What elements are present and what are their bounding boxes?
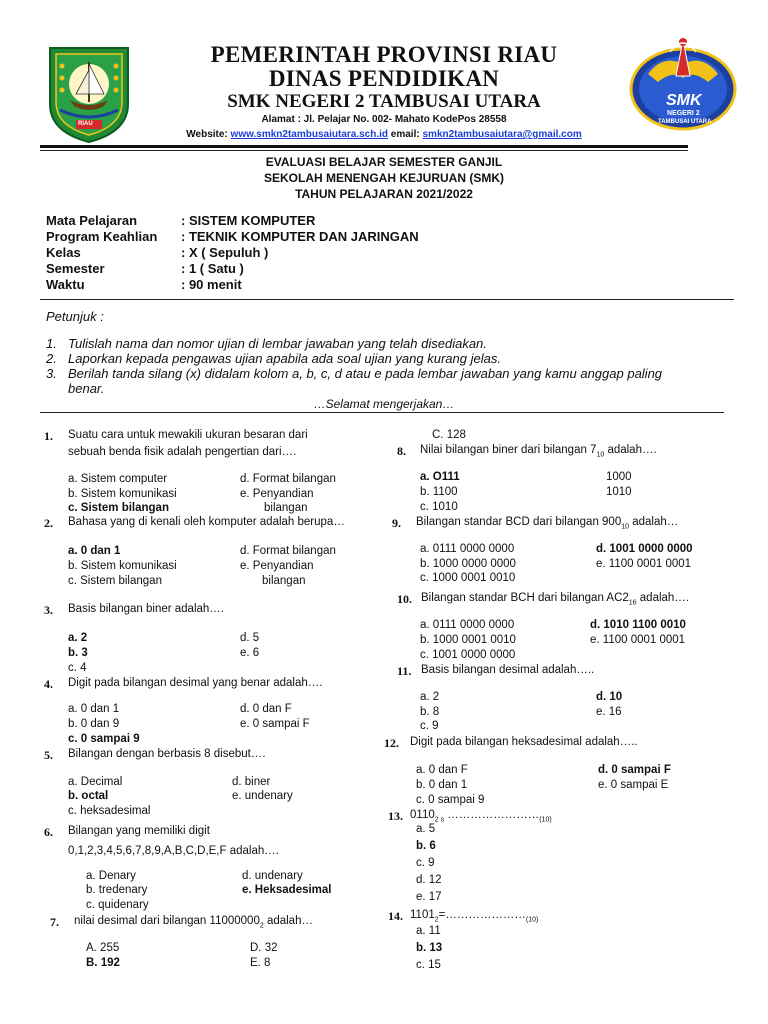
question-text	[74, 915, 313, 930]
option-b: b. 6	[416, 840, 436, 852]
option-e: e. Penyandian	[240, 560, 314, 572]
question-number: 2.	[44, 516, 53, 530]
question-text: sebuah benda fisik adalah pengertian dari….	[68, 446, 297, 458]
subscript: 2 s	[434, 816, 445, 824]
header-school: SMK NEGERI 2 TAMBUSAI UTARA	[227, 91, 541, 112]
option-a: a. 0 dan 1	[68, 703, 120, 715]
question-text-part: Nilai bilangan biner dari bilangan 7	[420, 444, 597, 456]
option-e: e. 0 sampai E	[598, 779, 669, 791]
option-b: b. 13	[416, 942, 443, 954]
instruction-number: 3.	[46, 366, 57, 381]
option-c: c. 15	[416, 959, 441, 971]
option-a: a. 0 dan F	[416, 764, 468, 776]
exam-title-2: SEKOLAH MENENGAH KEJURUAN (SMK)	[263, 171, 504, 185]
header-contact	[0, 129, 768, 140]
option-e: e. 1100 0001 0001	[596, 558, 692, 570]
info-label: Waktu	[46, 277, 85, 292]
option-e: e. 1100 0001 0001	[590, 634, 686, 646]
subscript: (10)	[525, 916, 539, 924]
question-text: Bahasa yang di kenali oleh komputer adalah berupa…	[68, 516, 345, 528]
question-text: Bilangan yang memiliki digit	[68, 825, 210, 837]
question-text	[410, 809, 552, 824]
question-text-part: adalah….	[604, 444, 657, 456]
option-b: b. 1100	[420, 486, 458, 498]
question-text-part: 0110	[410, 809, 435, 821]
info-label: Semester	[46, 261, 105, 276]
option-c: c. 0 sampai 9	[68, 733, 140, 745]
question-text	[416, 516, 679, 531]
option-d: d. 0 dan F	[240, 703, 292, 715]
option-b: B. 192	[86, 957, 120, 969]
instruction-text: Laporkan kepada pengawas ujian apabila ada soal ujian yang kurang jelas.	[68, 351, 501, 366]
instructions-title: Petunjuk :	[46, 309, 104, 324]
option-a: a. Decimal	[68, 776, 123, 788]
option-e: e. Penyandian	[240, 488, 314, 500]
question-text: Bilangan dengan berbasis 8 disebut….	[68, 748, 266, 760]
option-d: d. 12	[416, 874, 442, 886]
question-text: Digit pada bilangan desimal yang benar adalah….	[68, 677, 323, 689]
info-value: : SISTEM KOMPUTER	[181, 213, 316, 228]
option-b: b. Sistem komunikasi	[68, 560, 177, 572]
info-label: Program Keahlian	[46, 229, 158, 244]
question-text	[410, 909, 539, 924]
email-label: email:	[390, 129, 420, 140]
header-divider-thin	[40, 150, 688, 151]
option-c: c. 9	[420, 720, 439, 732]
question-text-part: 1101	[410, 909, 435, 921]
option-d: D. 32	[250, 942, 278, 954]
question-text: Suatu cara untuk mewakili ukuran besaran dari	[68, 429, 308, 441]
option-b: b. octal	[68, 790, 109, 802]
question-text: Digit pada bilangan heksadesimal adalah…..	[410, 736, 638, 748]
question-number: 13.	[388, 809, 403, 823]
option-a: a. 2	[420, 691, 440, 703]
question-text: 0,1,2,3,4,5,6,7,8,9,A,B,C,D,E,F adalah….	[68, 845, 279, 857]
question-text-part: nilai desimal dari bilangan 11000000	[74, 915, 260, 927]
instructions-divider	[40, 412, 724, 413]
option-c: c. 1000 0001 0010	[420, 572, 516, 584]
option-d: d. 5	[240, 632, 260, 644]
website-link[interactable]: www.smkn2tambusaiutara.sch.id	[230, 129, 389, 140]
subscript: 10	[596, 451, 605, 459]
option-e: e. 6	[240, 647, 260, 659]
option-c: C. 128	[432, 429, 466, 441]
option-e-cont: bilangan	[262, 575, 306, 587]
subscript: 2	[259, 922, 264, 930]
exam-title-3: TAHUN PELAJARAN 2021/2022	[295, 187, 473, 201]
question-text-part: Bilangan standar BCH dari bilangan AC2	[421, 592, 629, 604]
question-text	[420, 444, 657, 459]
option-d: d. Format bilangan	[240, 545, 336, 557]
instruction-number: 1.	[46, 336, 57, 351]
question-number: 3.	[44, 603, 53, 617]
question-number: 1.	[44, 429, 53, 443]
option-b: b. 1000 0000 0000	[420, 558, 516, 570]
instruction-text: Berilah tanda silang (x) didalam kolom a, b, c, d atau e pada lembar jawaban yang kamu anggap paling	[68, 366, 663, 381]
subscript: 16	[628, 599, 637, 607]
question-number: 5.	[44, 748, 53, 762]
option-c: c. Sistem bilangan	[68, 502, 169, 514]
option-b: b. Sistem komunikasi	[68, 488, 177, 500]
question-number: 14.	[388, 909, 403, 923]
question-text	[421, 592, 690, 607]
instruction-text: benar.	[68, 381, 105, 396]
info-value: : X ( Sepuluh )	[181, 245, 269, 260]
question-text-part: ……………………	[444, 809, 540, 821]
question-text: Basis bilangan biner adalah….	[68, 603, 224, 615]
option-b: b. 3	[68, 647, 88, 659]
question-number: 8.	[397, 444, 406, 458]
option-d: d. 10	[596, 691, 623, 703]
instruction-number: 2.	[46, 351, 57, 366]
option-d: d. biner	[232, 776, 271, 788]
subscript: 10	[621, 523, 630, 531]
riau-emblem-text: RIAU	[78, 121, 93, 127]
option-e: e. 0 sampai F	[240, 718, 310, 730]
option-a: a. 5	[416, 823, 436, 835]
option-c: c. heksadesimal	[68, 805, 151, 817]
option-d: d. 1010 1100 0010	[590, 619, 686, 631]
option-b-alt: 1010	[606, 486, 632, 498]
question-number: 11.	[397, 664, 412, 678]
option-a: a. Denary	[86, 870, 136, 882]
option-b: b. 0 dan 1	[416, 779, 468, 791]
option-e: e. Heksadesimal	[242, 884, 332, 896]
question-number: 12.	[384, 736, 399, 750]
question-number: 7.	[50, 915, 59, 929]
option-d: d. 1001 0000 0000	[596, 543, 693, 555]
question-number: 6.	[44, 825, 53, 839]
option-b: b. 1000 0001 0010	[420, 634, 516, 646]
option-e: e. undenary	[232, 790, 293, 802]
option-d: d. undenary	[242, 870, 303, 882]
website-label: Website:	[186, 129, 228, 140]
option-a: a. O111	[420, 471, 460, 483]
option-c: c. quidenary	[86, 899, 149, 911]
info-label: Kelas	[46, 245, 81, 260]
option-e: e. 17	[416, 891, 442, 903]
smk-logo-sub2: TAMBUSAI UTARA	[658, 119, 712, 125]
question-text-part: Bilangan standar BCD dari bilangan 900	[416, 516, 622, 528]
question-number: 4.	[44, 677, 53, 691]
option-e-cont: bilangan	[264, 502, 308, 514]
info-value: : TEKNIK KOMPUTER DAN JARINGAN	[181, 229, 419, 244]
smk-logo-text: SMK	[666, 92, 702, 109]
option-a-alt: 1000	[606, 471, 632, 483]
subscript: 2	[434, 916, 439, 924]
option-b: b. 0 dan 9	[68, 718, 120, 730]
option-d: d. Format bilangan	[240, 473, 336, 485]
option-d: d. 0 sampai F	[598, 764, 671, 776]
question-number: 9.	[392, 516, 401, 530]
instruction-text: Tulislah nama dan nomor ujian di lembar jawaban yang telah disediakan.	[68, 336, 487, 351]
option-c: c. 4	[68, 662, 87, 674]
info-value: : 1 ( Satu )	[181, 261, 244, 276]
option-a: a. 11	[416, 925, 441, 937]
info-value: : 90 menit	[181, 277, 242, 292]
header-province: PEMERINTAH PROVINSI RIAU	[210, 42, 558, 67]
email-link[interactable]: smkn2tambusaiutara@gmail.com	[422, 129, 582, 140]
option-e: e. 16	[596, 706, 622, 718]
smk-logo-sub1: NEGERI 2	[667, 110, 700, 117]
option-a: a. 0111 0000 0000	[420, 543, 515, 555]
option-c: c. 1001 0000 0000	[420, 649, 516, 661]
option-b: b. 8	[420, 706, 440, 718]
option-c: c. 9	[416, 857, 435, 869]
info-label: Mata Pelajaran	[46, 213, 138, 228]
option-a: a. 0111 0000 0000	[420, 619, 515, 631]
question-text-part: adalah….	[636, 592, 690, 604]
option-a: a. 2	[68, 632, 88, 644]
option-c: c. Sistem bilangan	[68, 575, 162, 587]
question-number: 10.	[397, 592, 412, 606]
info-divider	[40, 299, 734, 300]
instructions-closing: …Selamat mengerjakan…	[313, 397, 455, 411]
option-b: b. tredenary	[86, 884, 148, 896]
option-a: a. 0 dan 1	[68, 545, 121, 557]
subscript: (10)	[539, 816, 552, 824]
option-a: a. Sistem computer	[68, 473, 168, 485]
question-text: Basis bilangan desimal adalah…..	[421, 664, 595, 676]
question-text-part: adalah…	[629, 516, 679, 528]
header-address: Alamat : Jl. Pelajar No. 002- Mahato KodePos 28558	[261, 114, 507, 125]
option-e: E. 8	[250, 957, 271, 969]
header-divider	[40, 145, 688, 148]
question-text-part: =…………………	[438, 909, 526, 921]
option-c: c. 0 sampai 9	[416, 794, 485, 806]
option-c: c. 1010	[420, 501, 458, 513]
question-text-part: adalah…	[263, 915, 313, 927]
exam-title-1: EVALUASI BELAJAR SEMESTER GANJIL	[265, 155, 503, 169]
header-department: DINAS PENDIDIKAN	[268, 66, 500, 91]
option-a: A. 255	[86, 942, 120, 954]
